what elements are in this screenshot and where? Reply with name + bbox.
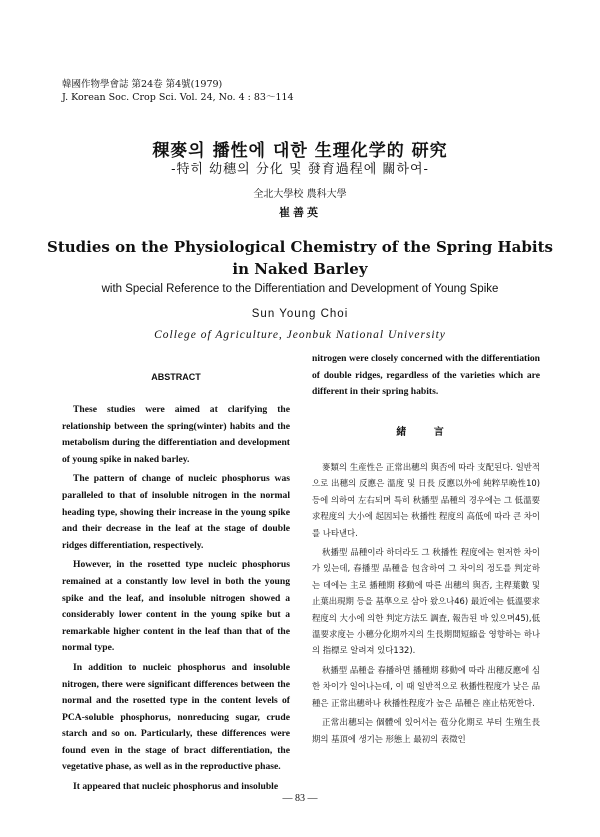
journal-line-korean: 韓國作物學會誌 第24卷 第4號(1979) (62, 79, 223, 90)
korean-subtitle: -特히 幼穗의 分化 및 發育過程에 關하여- (171, 162, 429, 177)
introduction-body (312, 459, 540, 750)
english-affiliation: College of Agriculture, Jeonbuk National University (154, 329, 446, 341)
english-title (0, 236, 600, 280)
introduction-paragraph: 秋播型 品種이라 하더라도 그 秋播性 程度에는 현저한 차이가 있는데, 春播型 品種을 包含하여 그 차이의 정도를 判定하는 데에는 主로 播種期 移動에 따른 出穗의 與否, 主稈葉數 및 止葉出現期 등을 基準으로 삼아 왔으나46) 最近에는 低溫要求程度의 大小에 의한 判定方法도 調査, 報告된 바 있으며45),低溫要求度는 小穗分化期까지의 生長期間短縮을 영향하는 하나의 指標로 알려져 있다132). (312, 547, 540, 656)
introduction-heading: 緒 言 (396, 427, 456, 438)
korean-affiliation: 全北大學校 農科大學 (253, 189, 347, 200)
english-title-line1: Studies on the Physiological Chemistry of the Spring Habits (47, 238, 553, 256)
korean-title: 稞麥의 播性에 대한 生理化学的 研究 (152, 141, 448, 161)
journal-citation (62, 78, 294, 104)
abstract-paragraph: The pattern of change of nucleic phosphorus was paralleled to that of insoluble nitrogen in the normal heading type, showing their increase in the young spike and their decrease in the leaf at the stage of double ridges differentiation, respectively. (62, 473, 290, 551)
abstract-paragraph: However, in the rosetted type nucleic phosphorus remained at a constantly low level in both the young spike and the leaf, and insoluble nitrogen showed a considerably lower content in the young spike but a remarkable higher content in the leaf than that of the normal type. (62, 559, 290, 654)
abstract-heading: ABSTRACT (151, 372, 201, 382)
introduction-paragraph: 秋播型 品種을 春播하면 播種期 移動에 따라 出穗反應에 심한 차이가 일어나는데, 이 때 일반적으로 秋播性程度가 낮은 品種은 正常出穗하나 秋播性程度가 높은 品種은 座止枯死한다. (312, 664, 540, 708)
abstract-paragraph: These studies were aimed at clarifying the relationship between the spring(winter) habits and the metabolism during the differentiation and development of young spike in naked barley. (62, 404, 290, 465)
abstract-continuation: nitrogen were closely concerned with the differentiation of double ridges, regardless of the varieties which are different in their spring habits. (312, 353, 540, 398)
english-subtitle: with Special Reference to the Differentiation and Development of Young Spike (101, 283, 499, 295)
english-author: Sun Young Choi (251, 308, 349, 320)
abstract-body (62, 402, 290, 799)
page-number: — 83 — (282, 793, 318, 804)
abstract-paragraph: In addition to nucleic phosphorus and insoluble nitrogen, there were significant differences between the normal and the rosetted type in the content levels of PCA-soluble phosphorus, nonreducing sugar, crude starch and so on. Particularly, these differences were found even in the stage of bract differentiation, the vegetative phase, as well as in the reproductive phase. (62, 661, 290, 773)
abstract-paragraph: It appeared that nucleic phosphorus and insoluble (73, 781, 279, 793)
introduction-paragraph: 麥類의 生産性은 正常出穗의 與否에 따라 支配된다. 일반적으로 出穗의 反應은 溫度 및 日長 反應以外에 純粹早晩性10) 등에 의하여 左右되며 특히 秋播型 品種의 경우에는 그 低溫要求程度의 大小에 起因되는 秋播性 程度의 高低에 따라 큰 차이를 나타낸다. (312, 462, 540, 538)
journal-line-english: J. Korean Soc. Crop Sci. Vol. 24, No. 4 : 83～114 (62, 92, 294, 103)
english-title-line2: in Naked Barley (232, 260, 368, 278)
korean-author: 崔善英 (279, 206, 321, 219)
introduction-paragraph: 正常出穗되는 個體에 있어서는 苞分化期로 부터 生殖生長期의 基頂에 생기는 形態上 最初의 表徵인 (312, 717, 540, 744)
